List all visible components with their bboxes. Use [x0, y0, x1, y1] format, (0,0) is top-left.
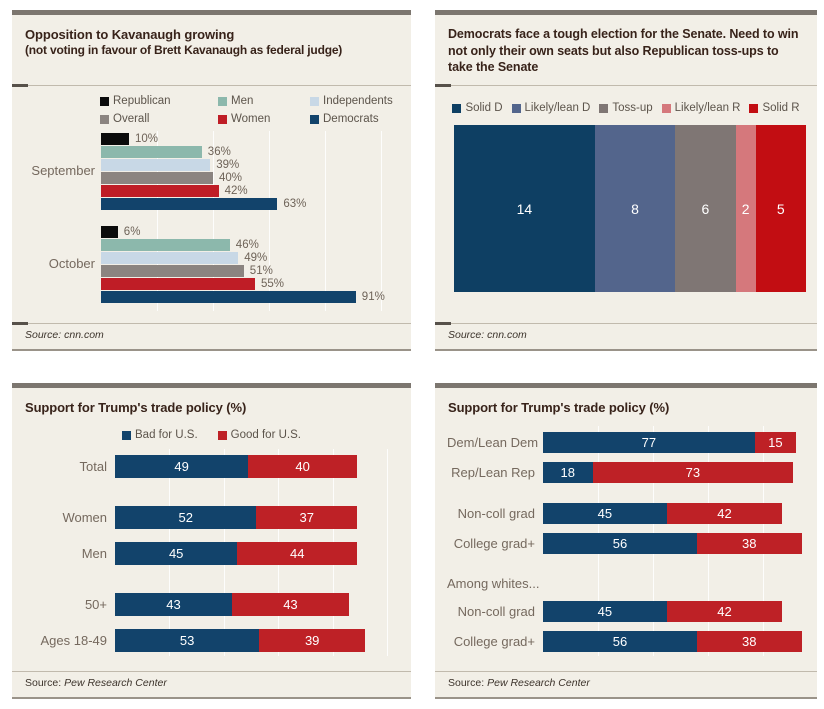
- header-separator: [435, 85, 817, 86]
- source-separator: [435, 323, 817, 324]
- legend-swatch: [452, 104, 461, 113]
- segment-red: 42: [667, 601, 783, 622]
- chart-row: [25, 506, 401, 529]
- legend-label: Overall: [113, 113, 150, 125]
- legend-label: Republican: [113, 95, 171, 107]
- gridline: [325, 131, 326, 311]
- bar-value-label: 63%: [283, 198, 307, 210]
- segment-blue: 56: [543, 533, 697, 554]
- segment-red: 73: [593, 462, 794, 483]
- segment-red: 38: [697, 533, 802, 554]
- segment-red: 44: [237, 542, 357, 565]
- panel-header: [12, 15, 411, 85]
- row-label: Women: [62, 510, 107, 526]
- legend-swatch: [218, 115, 227, 124]
- source-label: Source:: [448, 329, 485, 341]
- stacked-bar: [543, 503, 782, 524]
- legend-swatch: [218, 97, 227, 106]
- legend-row: [100, 95, 411, 107]
- row-label: College grad+: [453, 634, 535, 650]
- bar-value-label: 40%: [219, 172, 243, 184]
- section-heading-row: [447, 574, 811, 592]
- legend-label: Likely/lean R: [674, 102, 741, 114]
- legend-label: Solid R: [762, 102, 800, 114]
- source-separator: [435, 671, 817, 672]
- bar-segment: [101, 185, 219, 197]
- legend-row: [100, 113, 411, 125]
- bar-segment: [101, 265, 244, 277]
- row-label: Dem/Lean Dem: [447, 435, 539, 451]
- stacked-bar: [543, 432, 796, 453]
- bar-segment: [101, 226, 118, 238]
- stacked-bar: [115, 506, 357, 529]
- header-separator: [12, 85, 411, 86]
- bar-segment: [101, 146, 202, 158]
- bar-segment: [101, 198, 277, 210]
- row-label: 50+: [84, 597, 107, 613]
- bar-segment: [101, 291, 356, 303]
- segment-red: 42: [667, 503, 783, 524]
- chart-row: [25, 542, 401, 565]
- legend-label: Solid D: [465, 102, 503, 114]
- chart-row: [447, 462, 811, 483]
- source-value: cnn.com: [64, 329, 104, 341]
- bar-segment: 2: [736, 125, 756, 292]
- legend-item: [100, 95, 218, 107]
- stacked-bar-chart: [454, 125, 806, 292]
- legend-swatch: [218, 431, 227, 440]
- segment-red: 38: [697, 631, 802, 652]
- source-block: [12, 671, 411, 697]
- bar-value-label: 51%: [249, 265, 273, 277]
- legend-label: Independents: [323, 95, 393, 107]
- bar-segment: 6: [675, 125, 735, 292]
- bar-value-label: 91%: [361, 291, 385, 303]
- segment-red: 40: [248, 455, 357, 478]
- legend-item: [749, 102, 799, 114]
- legend-swatch: [100, 115, 109, 124]
- legend-swatch: [512, 104, 521, 113]
- legend-swatch: [100, 97, 109, 106]
- bar-segment: 5: [756, 125, 806, 292]
- segment-red: 15: [755, 432, 796, 453]
- stacked-bar: [543, 631, 802, 652]
- category-label: October: [48, 256, 95, 271]
- segment-blue: 49: [115, 455, 248, 478]
- trade-party-panel: [435, 383, 817, 699]
- chart-row: [25, 455, 401, 478]
- chart-row: [447, 432, 811, 453]
- legend-swatch: [662, 104, 671, 113]
- segment-blue: 45: [543, 601, 667, 622]
- row-label: Non-coll grad: [457, 604, 535, 620]
- category-label: September: [31, 163, 95, 178]
- legend-label: Likely/lean D: [524, 102, 591, 114]
- senate-panel: [435, 10, 817, 351]
- bar-value-label: 6%: [123, 226, 141, 238]
- source-text: [12, 672, 411, 697]
- legend-item: [218, 113, 310, 125]
- bar-value-label: 46%: [235, 239, 259, 251]
- segment-blue: 52: [115, 506, 256, 529]
- legend-item: [310, 113, 411, 125]
- legend-label: Men: [231, 95, 254, 107]
- legend-item: [100, 113, 218, 125]
- legend-item: [599, 102, 652, 114]
- source-block: [435, 671, 817, 697]
- kavanaugh-panel: [12, 10, 411, 351]
- source-text: [435, 324, 817, 349]
- panel-body: [435, 388, 817, 697]
- source-value: Pew Research Center: [64, 677, 167, 689]
- segment-red: 39: [259, 629, 365, 652]
- chart-row: [447, 631, 811, 652]
- bar-segment: 14: [454, 125, 595, 292]
- bar-value-label: 49%: [244, 252, 268, 264]
- segment-red: 43: [232, 593, 349, 616]
- source-separator: [12, 323, 411, 324]
- source-value: Pew Research Center: [487, 677, 590, 689]
- stacked-bar: [115, 629, 365, 652]
- bar-segment: [101, 159, 210, 171]
- bar-value-label: 10%: [135, 133, 159, 145]
- stacked-bar: [543, 533, 802, 554]
- stacked-rows-chart: [25, 455, 401, 652]
- bar-value-label: 39%: [216, 159, 240, 171]
- segment-blue: 43: [115, 593, 232, 616]
- chart-title: Support for Trump's trade policy (%): [25, 400, 247, 415]
- segment-blue: 56: [543, 631, 697, 652]
- source-block: [435, 323, 817, 349]
- section-label: Among whites...: [447, 575, 540, 591]
- bar-value-label: 36%: [207, 146, 231, 158]
- segment-blue: 53: [115, 629, 259, 652]
- chart-row: [447, 503, 811, 524]
- panel-body: [435, 15, 817, 349]
- bar-value-label: 42%: [224, 185, 248, 197]
- chart-row: [447, 533, 811, 554]
- chart-legend: [12, 429, 411, 441]
- panel-header: [435, 388, 817, 416]
- stacked-bar: [115, 542, 357, 565]
- stacked-bar: [115, 455, 357, 478]
- legend-swatch: [749, 104, 758, 113]
- row-label: Non-coll grad: [457, 506, 535, 522]
- legend-label: Good for U.S.: [230, 429, 301, 442]
- panel-header: [12, 388, 411, 416]
- legend-item: [218, 95, 310, 107]
- bar-segment: [101, 252, 238, 264]
- row-label: Total: [79, 459, 107, 475]
- chart-subtitle: (not voting in favour of Brett Kavanaugh as federal judge): [25, 43, 343, 58]
- source-label: Source:: [448, 677, 485, 689]
- legend-swatch: [599, 104, 608, 113]
- segment-red: 37: [256, 506, 357, 529]
- row-label: Men: [81, 546, 107, 562]
- stacked-rows-chart: [447, 432, 811, 652]
- source-block: [12, 323, 411, 349]
- segment-blue: 45: [543, 503, 667, 524]
- bar-segment: [101, 133, 129, 145]
- chart-row: [447, 601, 811, 622]
- panel-header: [435, 15, 817, 85]
- legend-item: [452, 102, 502, 114]
- stacked-bar: [543, 462, 793, 483]
- legend-item: [512, 102, 591, 114]
- bar-segment: 8: [595, 125, 675, 292]
- bar-segment: [101, 278, 255, 290]
- chart-legend: [12, 95, 411, 125]
- bar-value-label: 55%: [261, 278, 285, 290]
- source-label: Source:: [25, 329, 62, 341]
- source-separator: [12, 671, 411, 672]
- row-label: Ages 18-49: [40, 633, 107, 649]
- legend-item: [310, 95, 411, 107]
- legend-label: Bad for U.S.: [135, 429, 198, 442]
- legend-item: [218, 429, 301, 441]
- row-label: Rep/Lean Rep: [451, 465, 535, 481]
- legend-label: Women: [231, 113, 271, 125]
- legend-swatch: [310, 97, 319, 106]
- legend-swatch: [310, 115, 319, 124]
- chart-title: Opposition to Kavanaugh growing: [25, 27, 235, 42]
- legend-label: Democrats: [323, 113, 379, 125]
- chart-title: Support for Trump's trade policy (%): [448, 400, 670, 415]
- segment-blue: 18: [543, 462, 593, 483]
- chart-row: [25, 593, 401, 616]
- panel-body: [12, 388, 411, 697]
- chart-legend: [435, 102, 817, 114]
- segment-blue: 45: [115, 542, 237, 565]
- source-label: Source:: [25, 677, 62, 689]
- trade-demographics-panel: [12, 383, 411, 699]
- segment-blue: 77: [543, 432, 755, 453]
- row-label: College grad+: [453, 536, 535, 552]
- source-text: [12, 324, 411, 349]
- grouped-bar-chart: [25, 131, 403, 311]
- source-text: [435, 672, 817, 697]
- gridline: [381, 131, 382, 311]
- panel-body: [12, 15, 411, 349]
- legend-label: Toss-up: [612, 102, 653, 114]
- bar-segment: [101, 172, 213, 184]
- chart-row: [25, 629, 401, 652]
- legend-item: [662, 102, 741, 114]
- stacked-bar: [543, 601, 782, 622]
- legend-item: [122, 429, 198, 441]
- stacked-bar: [115, 593, 349, 616]
- source-value: cnn.com: [487, 329, 527, 341]
- chart-title: Democrats face a tough election for the Senate. Need to win not only their own seats but also Republican toss-ups to take the Senate: [448, 27, 799, 75]
- bar-segment: [101, 239, 230, 251]
- legend-swatch: [122, 431, 131, 440]
